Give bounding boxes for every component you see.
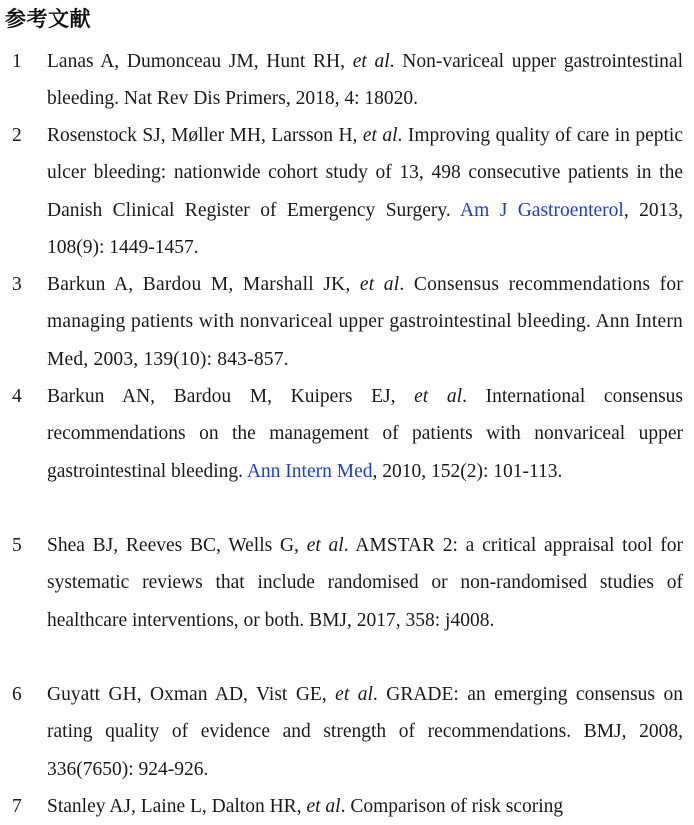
- reference-etal: et al: [306, 796, 341, 817]
- reference-authors: Guyatt GH, Oxman AD, Vist GE,: [47, 684, 336, 705]
- reference-number: 5: [12, 535, 22, 556]
- reference-text: [47, 43, 683, 118]
- reference-number: 4: [12, 386, 22, 407]
- reference-text: [47, 676, 683, 788]
- reference-tail: , 2013, 108(9): 1449-1457.: [47, 199, 684, 258]
- reference-text: [47, 378, 683, 490]
- reference-etal: et al: [362, 125, 398, 146]
- reference-authors: Rosenstock SJ, Møller MH, Larsson H,: [47, 125, 363, 146]
- reference-authors: Barkun AN, Bardou M, Kuipers EJ,: [47, 386, 415, 407]
- reference-etal: et al: [335, 684, 373, 705]
- reference-number: 2: [12, 125, 22, 146]
- reference-etal: et al: [352, 51, 390, 72]
- reference-details: . Consensus recommendations for managing patients with nonvariceal upper gastrointestinal bleeding. Ann Intern Med, 2003, 139(10): 843-857.: [47, 274, 683, 370]
- reference-etal: et al: [359, 274, 400, 295]
- reference-number: 3: [12, 274, 22, 295]
- reference-text: [47, 266, 683, 378]
- reference-number: 6: [12, 684, 22, 705]
- reference-tail: , 2010, 152(2): 101-113.: [372, 460, 563, 482]
- reference-authors: Barkun A, Bardou M, Marshall JK,: [47, 274, 360, 295]
- reference-authors: Lanas A, Dumonceau JM, Hunt RH,: [47, 51, 353, 72]
- reference-details: . GRADE: an emerging consensus on rating quality of evidence and strength of recommendations. BMJ, 2008, 336(7650): 924-926.: [47, 684, 683, 780]
- reference-details: . Improving quality of care in peptic ulcer bleeding: nationwide cohort study of 13, 498 consecutive patients in the Danish Clinical Register of Emergency Surgery.: [47, 125, 683, 221]
- reference-etal: et al: [306, 535, 344, 556]
- reference-number: 1: [12, 51, 22, 72]
- references-heading: 参考文献: [5, 7, 91, 31]
- reference-authors: Stanley AJ, Laine L, Dalton HR,: [47, 796, 307, 817]
- reference-number: 7: [12, 796, 22, 817]
- journal-link[interactable]: Am J Gastroenterol: [460, 199, 624, 221]
- reference-text: [47, 527, 683, 639]
- reference-text: [47, 117, 683, 266]
- reference-details: . Comparison of risk scoring: [340, 796, 564, 817]
- journal-link[interactable]: Ann Intern Med: [246, 460, 373, 482]
- reference-details: . Non-variceal upper gastrointestinal bleeding. Nat Rev Dis Primers, 2018, 4: 18020.: [47, 51, 683, 110]
- reference-authors: Shea BJ, Reeves BC, Wells G,: [47, 535, 307, 556]
- reference-details: . AMSTAR 2: a critical appraisal tool for systematic reviews that include randomised or non-randomised studies of healthcare interventions, or both. BMJ, 2017, 358: j4008.: [47, 535, 683, 631]
- reference-details: . International consensus recommendations on the management of patients with nonvariceal upper gastrointestinal bleeding.: [47, 386, 683, 482]
- reference-etal: et al: [414, 386, 463, 407]
- reference-text: [47, 788, 683, 825]
